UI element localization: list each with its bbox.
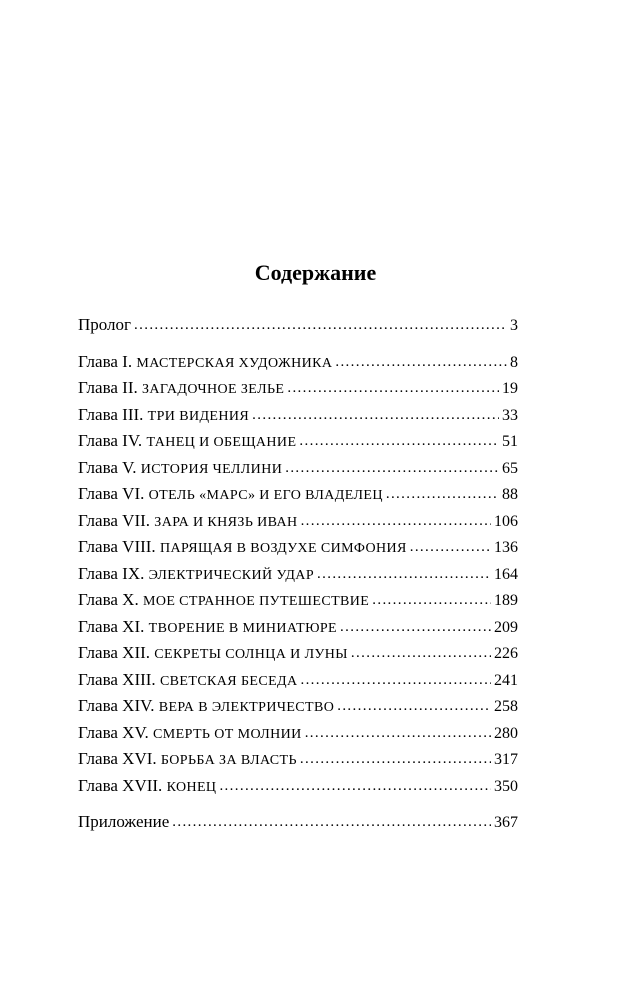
toc-page-number: 209 bbox=[494, 618, 518, 636]
toc-page-number: 136 bbox=[494, 539, 518, 556]
chapter-number: Глава IV. bbox=[78, 431, 143, 450]
page-title: Содержание bbox=[254, 260, 377, 285]
dot-leader bbox=[351, 639, 491, 667]
chapter-number: Глава VIII. bbox=[78, 537, 156, 556]
chapter-title: ВЕРА В ЭЛЕКТРИЧЕСТВО bbox=[158, 700, 335, 715]
table-of-contents bbox=[78, 312, 518, 836]
chapter-title: МОЕ СТРАННОЕ ПУТЕШЕСТВИЕ bbox=[142, 594, 370, 609]
toc-entry-chapter bbox=[78, 773, 518, 800]
dot-leader bbox=[317, 560, 491, 588]
dot-leader bbox=[219, 772, 491, 800]
dot-leader bbox=[340, 613, 491, 641]
chapter-number: Глава XV. bbox=[78, 722, 149, 742]
dot-leader bbox=[134, 311, 507, 339]
chapter-number: Глава XVII. bbox=[78, 775, 163, 795]
chapter-title: СВЕТСКАЯ БЕСЕДА bbox=[159, 673, 298, 689]
toc-entry-label bbox=[78, 428, 296, 457]
dot-leader bbox=[300, 666, 491, 694]
toc-page-number: 280 bbox=[494, 724, 518, 742]
toc-entry-chapter bbox=[78, 349, 518, 376]
toc-entry-chapter bbox=[78, 561, 518, 588]
chapter-title: МАСТЕРСКАЯ ХУДОЖНИКА bbox=[136, 355, 333, 371]
chapter-number: Глава XI. bbox=[78, 616, 145, 636]
toc-entry-label bbox=[78, 773, 216, 802]
dot-leader bbox=[335, 348, 507, 376]
dot-leader bbox=[285, 454, 499, 482]
toc-entry-chapter bbox=[78, 455, 518, 482]
dot-leader bbox=[252, 401, 499, 429]
chapter-number: Глава XII. bbox=[78, 643, 151, 662]
toc-entry-chapter bbox=[78, 667, 518, 694]
toc-entry-label bbox=[78, 693, 334, 722]
toc-page-number: 88 bbox=[502, 486, 518, 503]
toc-entry-label bbox=[78, 720, 302, 749]
chapter-number: Глава I. bbox=[78, 351, 133, 371]
chapter-title: ИСТОРИЯ ЧЕЛЛИНИ bbox=[140, 461, 283, 477]
dot-leader bbox=[300, 745, 491, 773]
toc-entry-label bbox=[78, 614, 337, 643]
toc-entry-label bbox=[78, 349, 332, 378]
chapter-number: Глава IX. bbox=[78, 563, 145, 583]
dot-leader bbox=[299, 427, 499, 455]
chapter-title: ПАРЯЩАЯ В ВОЗДУХЕ СИМФОНИЯ bbox=[159, 541, 407, 556]
dot-leader bbox=[301, 507, 491, 535]
chapter-number: Глава XVI. bbox=[78, 749, 157, 768]
toc-entry-chapter bbox=[78, 640, 518, 667]
toc-page-number: 226 bbox=[494, 645, 518, 662]
chapter-title: ЗАГАДОЧНОЕ ЗЕЛЬЕ bbox=[142, 382, 285, 397]
chapter-number: Глава VII. bbox=[78, 510, 151, 530]
chapter-title: ЗАРА И КНЯЗЬ ИВАН bbox=[154, 514, 298, 530]
toc-entry-label bbox=[78, 481, 383, 510]
toc-page-number: 189 bbox=[494, 592, 518, 609]
toc-entry-label bbox=[78, 455, 282, 484]
chapter-number: Глава III. bbox=[78, 404, 144, 424]
chapter-number: Глава VI. bbox=[78, 484, 145, 503]
toc-page-number: 33 bbox=[502, 406, 518, 424]
chapter-title: ОТЕЛЬ «МАРС» И ЕГО ВЛАДЕЛЕЦ bbox=[148, 488, 383, 503]
toc-entry-chapter bbox=[78, 402, 518, 429]
toc-entry-label bbox=[78, 561, 314, 590]
chapter-number: Глава X. bbox=[78, 590, 139, 609]
toc-entry-label bbox=[78, 667, 297, 696]
toc-page-number: 106 bbox=[494, 512, 518, 530]
chapter-title: ТРИ ВИДЕНИЯ bbox=[147, 408, 250, 424]
toc-entry-chapter bbox=[78, 746, 518, 773]
chapter-title: БОРЬБА ЗА ВЛАСТЬ bbox=[160, 753, 297, 768]
toc-entry-label bbox=[78, 508, 298, 537]
dot-leader bbox=[372, 586, 491, 614]
chapter-title: ТАНЕЦ И ОБЕЩАНИЕ bbox=[146, 435, 297, 450]
dot-leader bbox=[287, 374, 499, 402]
dot-leader bbox=[337, 692, 491, 720]
toc-entry-label bbox=[78, 587, 369, 616]
toc-entry-chapter bbox=[78, 614, 518, 641]
toc-entry-chapter bbox=[78, 693, 518, 720]
chapter-title: ЭЛЕКТРИЧЕСКИЙ УДАР bbox=[148, 567, 315, 583]
chapter-title: КОНЕЦ bbox=[166, 779, 217, 795]
toc-entry-label bbox=[78, 402, 249, 431]
chapter-number: Глава II. bbox=[78, 378, 138, 397]
toc-entry-chapter bbox=[78, 720, 518, 747]
dot-leader bbox=[386, 480, 499, 508]
toc-entry-label bbox=[78, 746, 297, 775]
toc-entry-chapter bbox=[78, 508, 518, 535]
toc-entry-chapter bbox=[78, 534, 518, 561]
chapter-number: Глава XIV. bbox=[78, 696, 155, 715]
toc-entry-label bbox=[78, 534, 407, 563]
chapter-number: Глава V. bbox=[78, 457, 137, 477]
toc-page-number: 164 bbox=[494, 565, 518, 583]
chapter-number: Глава XIII. bbox=[78, 669, 156, 689]
toc-page-number: 241 bbox=[494, 671, 518, 689]
toc-page-number: 65 bbox=[502, 459, 518, 477]
toc-page-number: 51 bbox=[502, 433, 518, 450]
toc-entry-chapter bbox=[78, 375, 518, 402]
dot-leader bbox=[410, 533, 491, 561]
toc-page-number: 8 bbox=[510, 353, 518, 371]
toc-page-number: 367 bbox=[494, 814, 518, 831]
chapter-title: ТВОРЕНИЕ В МИНИАТЮРЕ bbox=[148, 620, 338, 636]
toc-entry-chapter bbox=[78, 587, 518, 614]
dot-leader bbox=[305, 719, 491, 747]
toc-entry-chapter bbox=[78, 428, 518, 455]
toc-entry-chapter bbox=[78, 481, 518, 508]
chapter-title: СМЕРТЬ ОТ МОЛНИИ bbox=[153, 726, 302, 742]
toc-page-number: 3 bbox=[510, 317, 518, 334]
toc-entry-label bbox=[78, 375, 284, 404]
chapter-title: СЕКРЕТЫ СОЛНЦА И ЛУНЫ bbox=[154, 647, 348, 662]
dot-leader bbox=[172, 808, 491, 836]
toc-entry-appendix bbox=[78, 809, 518, 836]
toc-page-number: 317 bbox=[494, 751, 518, 768]
toc-page-number: 19 bbox=[502, 380, 518, 397]
toc-page-number: 258 bbox=[494, 698, 518, 715]
toc-page-number: 350 bbox=[494, 777, 518, 795]
toc-entry-label: Пролог bbox=[78, 315, 132, 334]
toc-entry-label: Приложение bbox=[78, 812, 170, 831]
toc-entry-prologue bbox=[78, 312, 518, 339]
toc-entry-label bbox=[78, 640, 348, 669]
